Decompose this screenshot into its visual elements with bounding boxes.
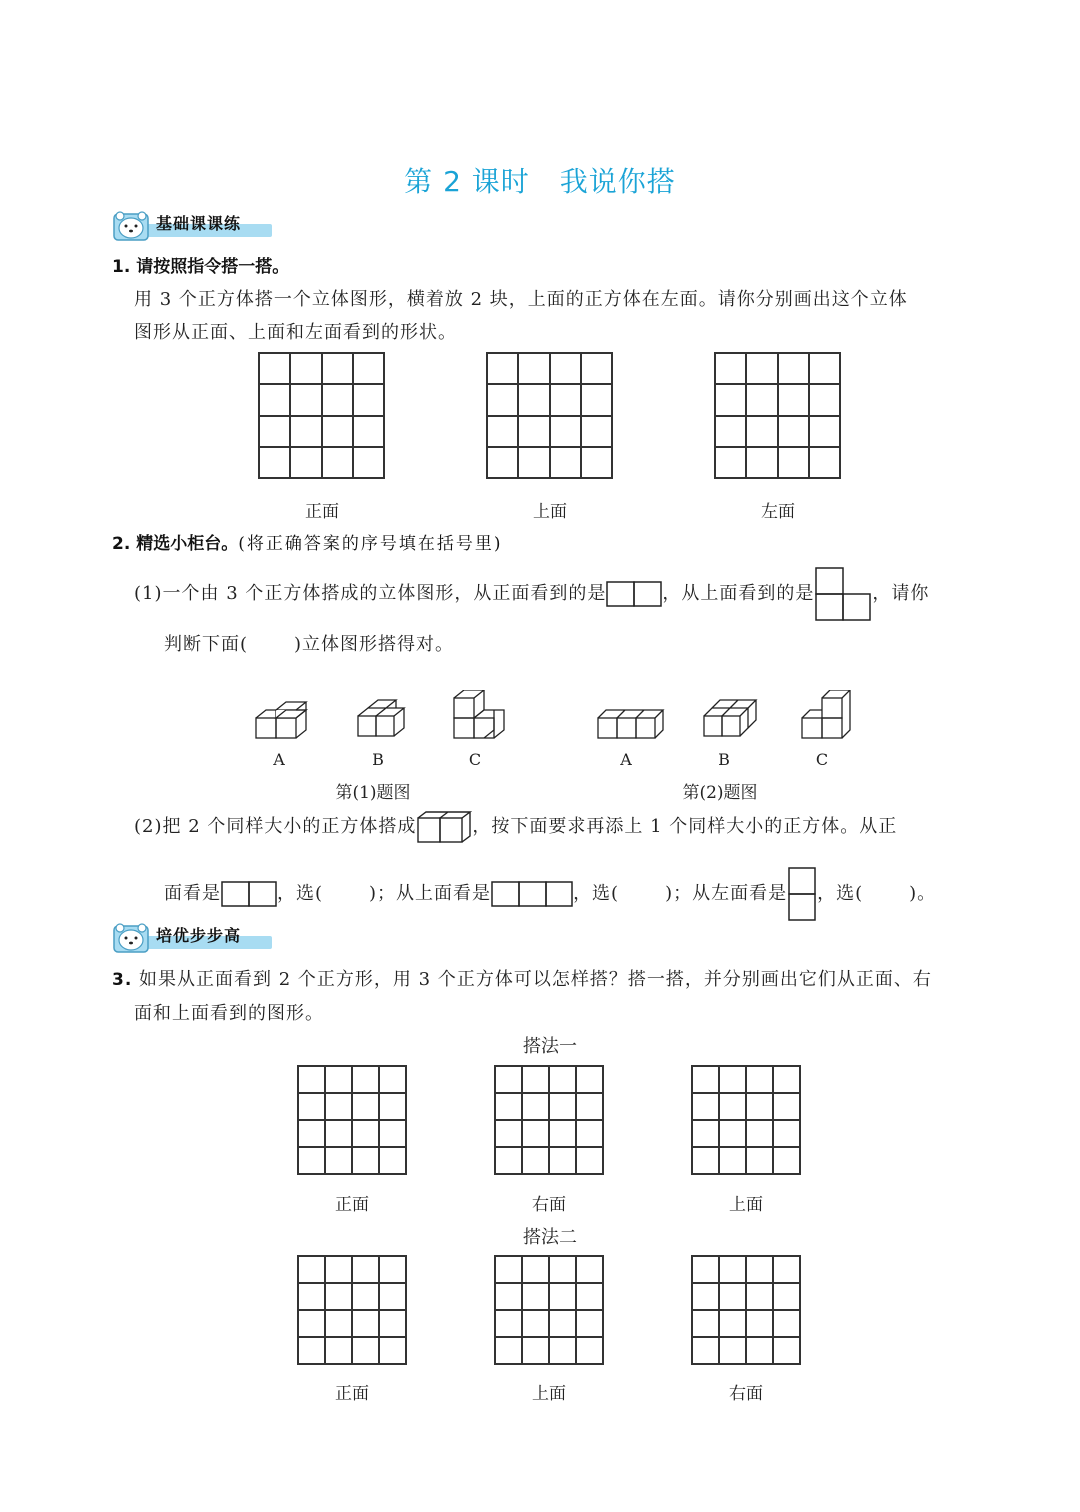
method-1-caption-right: 右面: [532, 1195, 566, 1215]
section-label: 基础课课练: [156, 214, 242, 233]
fig2-label-c: C: [815, 750, 829, 769]
method-2-caption-front: 正面: [335, 1384, 369, 1404]
method-2-caption-right: 右面: [729, 1384, 763, 1404]
method-1-grid-front[interactable]: [297, 1065, 407, 1175]
method-2-caption-top: 上面: [532, 1384, 566, 1404]
caption-top: 上面: [533, 502, 567, 522]
question-2-part1-line2: 判断下面( )立体图形搭得对。: [164, 634, 455, 655]
question-1-heading: 1. 请按照指令搭一搭。: [112, 257, 290, 277]
fig1-label-b: B: [372, 750, 384, 769]
figure-1-cube-options: [250, 690, 510, 750]
bear-mascot-icon: [112, 922, 152, 954]
question-2-part2-line1: (2)把 2 个同样大小的正方体搭成 ，按下面要求再添上 1 个同样大小的正方体。从正: [134, 810, 974, 844]
cube-row-a-icon: [598, 710, 663, 738]
question-1-text-line2: 图形从正面、上面和左面看到的形状。: [134, 322, 457, 343]
lesson-name: 我说你搭: [559, 165, 676, 198]
bear-mascot-icon: [112, 210, 152, 242]
question-1-text-line1: 用 3 个正方体搭一个立体图形，横着放 2 块，上面的正方体在左面。请你分别画出这个立体: [134, 289, 908, 310]
method-1-grid-right[interactable]: [494, 1065, 604, 1175]
method-1-label: 搭法一: [523, 1036, 577, 1057]
drawing-grid-front[interactable]: [258, 352, 385, 479]
section-banner-advanced: [112, 922, 274, 954]
top-view-l-shape-icon: [814, 566, 872, 622]
method-2-label: 搭法二: [523, 1227, 577, 1248]
front-view-two-squares-icon: [606, 580, 662, 608]
cube-stack-c-icon: [454, 690, 504, 738]
method-2-grid-top[interactable]: [494, 1255, 604, 1365]
view-two-squares-icon: [221, 880, 277, 908]
cube-stack-a-icon: [256, 702, 306, 738]
method-2-grid-right[interactable]: [691, 1255, 801, 1365]
figure-2-caption: 第(2)题图: [682, 783, 758, 803]
fig2-label-b: B: [718, 750, 730, 769]
question-2-heading: 2. 精选小柜台。(将正确答案的序号填在括号里): [112, 534, 503, 554]
lesson-number: 第 2 课时: [404, 165, 530, 198]
view-vertical-squares-icon: [787, 866, 817, 922]
page-title: [0, 160, 1080, 200]
two-cubes-icon: [416, 810, 472, 844]
cube-stack-b-icon: [358, 700, 404, 736]
caption-front: 正面: [305, 502, 339, 522]
method-1-caption-front: 正面: [335, 1195, 369, 1215]
figure-2-cube-options: [592, 690, 852, 750]
method-1-caption-top: 上面: [729, 1195, 763, 1215]
cube-stack-c2-icon: [802, 690, 850, 738]
drawing-grid-left[interactable]: [714, 352, 841, 479]
drawing-grid-top[interactable]: [486, 352, 613, 479]
method-1-grid-top[interactable]: [691, 1065, 801, 1175]
question-2-part2-line2: 面看是 ，选( )；从上面看是 ，选( )；从左面看是 ，选( )。: [164, 866, 984, 922]
question-3-text-line2: 面和上面看到的图形。: [134, 1003, 324, 1024]
fig1-label-c: C: [468, 750, 482, 769]
fig2-label-a: A: [620, 750, 632, 769]
section-label: 培优步步高: [156, 926, 242, 945]
question-2-part1-line1: (1)一个由 3 个正方体搭成的立体图形，从正面看到的是 ，从上面看到的是 ，请你: [134, 566, 974, 622]
figure-1-caption: 第(1)题图: [335, 783, 411, 803]
caption-left: 左面: [761, 502, 795, 522]
section-banner-basic: [112, 210, 274, 242]
method-2-grid-front[interactable]: [297, 1255, 407, 1365]
fig1-label-a: A: [273, 750, 285, 769]
view-three-squares-icon: [491, 880, 573, 908]
cube-row-b-icon: [704, 700, 756, 736]
question-3-text-line1: 3. 如果从正面看到 2 个正方形，用 3 个正方体可以怎样搭？搭一搭，并分别画出它们从正面、右: [112, 969, 932, 990]
